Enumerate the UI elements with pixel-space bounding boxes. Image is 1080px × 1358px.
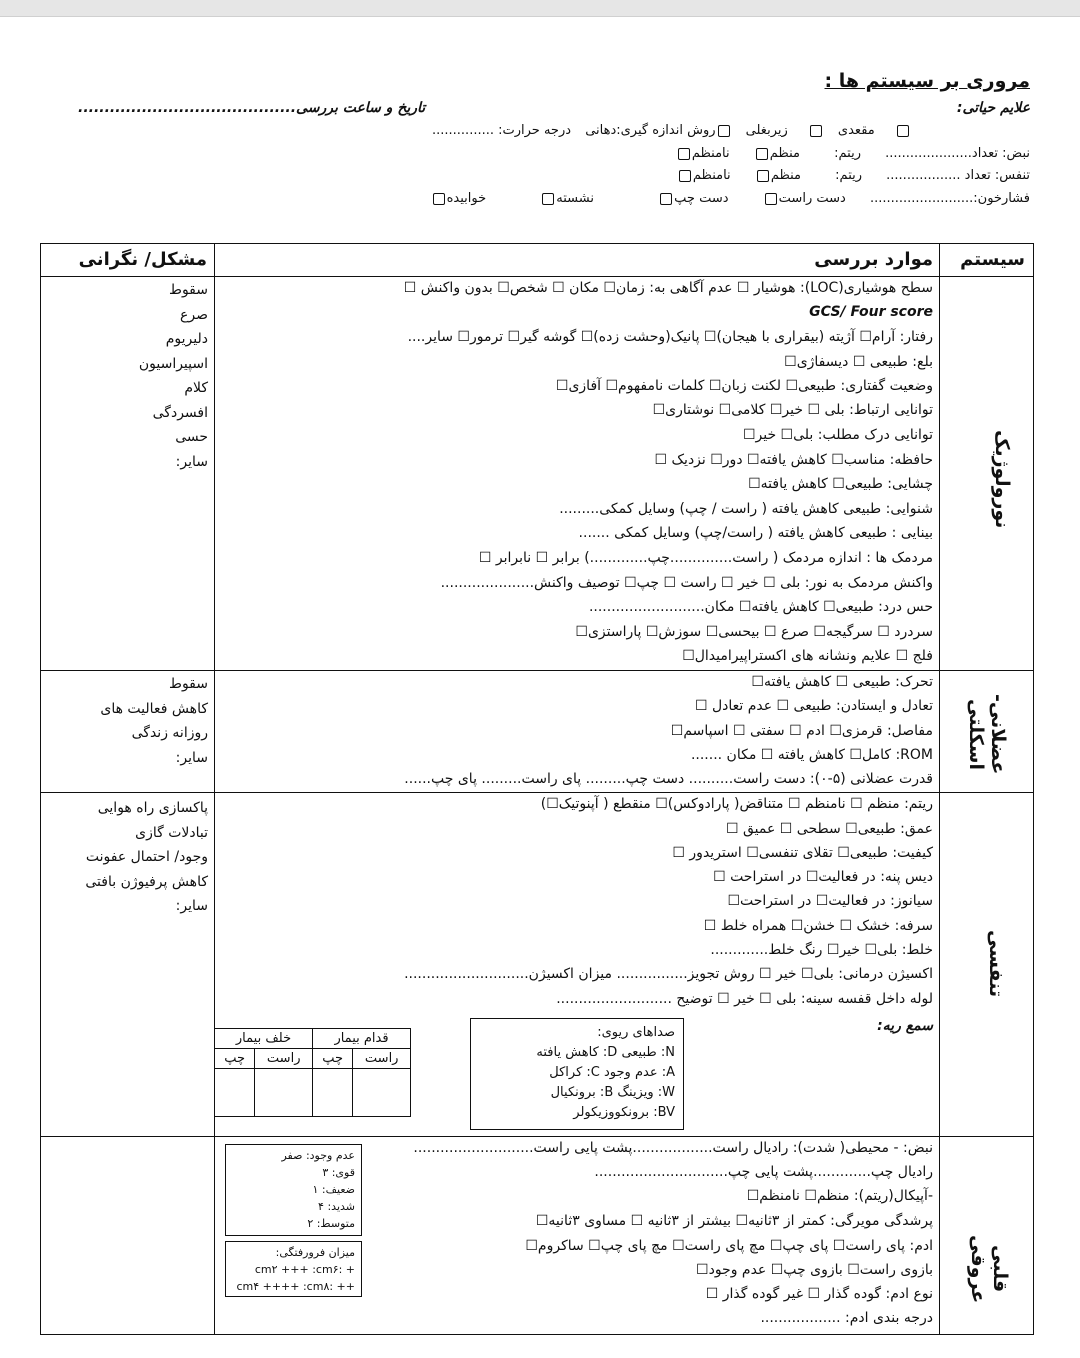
front-right-cell[interactable]: [353, 1069, 411, 1117]
pulse-intensity-legend: عدم وجود: صفر قوی: ۳ ضعیف: ۱ شدید: ۴ متوسط: ۲: [225, 1144, 362, 1236]
header-system: سیستم: [960, 249, 1025, 270]
neuro-line: وضعیت گفتاری: طبیعی☐ لکنت زبان☐ کلمات نامفهوم☐ آفازی☐: [555, 378, 933, 394]
neuro-line: توانایی درک مطلب: بلی☐ خیر☐: [742, 427, 933, 443]
header-problem: مشکل/ نگرانی: [78, 249, 207, 270]
rectal-checkbox[interactable]: [897, 125, 909, 137]
systems-table: [40, 243, 1034, 1335]
neuro-line: چشایی: طبیعی☐ کاهش یافته☐: [748, 476, 933, 492]
musculo-line: تحرک: طبیعی ☐ کاهش یافته☐: [751, 674, 933, 690]
pulse-row: نبض: تعداد..................... ریتم: منظم نامنظم: [676, 146, 1030, 161]
oral-checkbox[interactable]: [718, 125, 730, 137]
resp-line: لوله داخل قفسه سینه: بلی ☐ خیر ☐ توضیح ..........................: [556, 991, 933, 1007]
system-resp: تنفسی: [985, 930, 1007, 998]
neuro-line: سردرد ☐ سرگیجه☐ صرع ☐ بیحسی☐ سوزش☐ پاراستزی☐: [575, 624, 933, 640]
neuro-line: رفتار: آرام☐ آژیته (بیقراری با هیجان)☐ پانیک(وحشت زده)☐ گوشه گیر☐ ترمور☐ سایر....: [407, 329, 933, 345]
resp-line: سیانوز: در فعالیت☐ در استراحت☐: [727, 893, 933, 909]
system-neuro: نورولوژیک: [991, 429, 1013, 529]
lung-sounds-legend: صداهای ریوی: N: طبیعی D: کاهش یافته A: عدم وجود C: کراکل W: ویزینگ B: برونکیال BV: برونکووزیکولر: [470, 1018, 684, 1130]
lung-auscultation-table: قدام بیمار خلف بیمار راست چپ راست چپ: [214, 1028, 411, 1117]
musculo-line: ROM: کامل☐ کاهش یافته ☐ مکان .......: [690, 747, 933, 763]
bp-row: فشارخون:......................... دست راست دست چپ نشسته خوابیده: [431, 191, 1030, 206]
pitting-edema-legend: میزان فرورفتگی: + :cm۲ +++ :cm۶ ++ :cm۴ ++++ :cm۸: [225, 1241, 362, 1297]
neuro-line: بلع: طبیعی ☐ دیسفاژی☐: [784, 354, 933, 370]
musculo-line: قدرت عضلانی (۵-۰): دست راست.......... دست چپ......... پای راست......... پای چپ......: [404, 771, 933, 787]
musculo-problems: سقوط کاهش فعالیت های روزانه زندگی سایر:: [100, 676, 208, 766]
resp-line: کیفیت: طبیعی☐ تقلای تنفسی☐ استریدور ☐: [672, 845, 933, 861]
resp-line: سرفه: خشک ☐ خشن☐ همراه خلط ☐: [703, 918, 933, 934]
neuro-line: فلج ☐ علایم ونشانه های اکستراپیرامیدال☐: [682, 648, 933, 664]
cardio-line: رادیال چپ.............پشت پایی چپ..............................: [594, 1164, 933, 1180]
header-items: موارد بررسی: [814, 249, 933, 270]
neuro-problems: سقوط صرع دلیریوم اسپیراسیون کلام افسردگی حسی سایر:: [138, 282, 208, 470]
back-left-cell[interactable]: [215, 1069, 255, 1117]
pulse-regular-checkbox[interactable]: [756, 148, 768, 160]
bp-sitting-checkbox[interactable]: [542, 193, 554, 205]
cardio-line: نبض: - محیطی( شدت): رادیال راست..................پشت پایی راست...........................: [413, 1140, 933, 1156]
datetime-label: تاریخ و ساعت بررسی.........................................: [78, 100, 426, 116]
bp-left-arm-checkbox[interactable]: [660, 193, 672, 205]
cardio-line: درجه بندی ادم: ..................: [760, 1310, 933, 1326]
system-musculo: عضلانی- اسکلتی: [965, 693, 1009, 775]
bp-lying-checkbox[interactable]: [433, 193, 445, 205]
resp-line: اکسیژن درمانی: بلی☐ خیر ☐ روش تجویز................ میزان اکسیژن............................: [404, 966, 933, 982]
cardio-line: نوع ادم: گوده گذار ☐ غیر گوده گذار ☐: [705, 1286, 933, 1302]
neuro-line: توانایی ارتباط: بلی ☐ خیر☐ کلامی☐ نوشتاری☐: [652, 402, 933, 418]
back-right-cell[interactable]: [255, 1069, 313, 1117]
resp-line: ریتم: منظم ☐ نامنظم ☐ متناقض( پارادوکس)☐ منقطع ( آپنوتیک☐): [540, 796, 933, 812]
vitals-label: علایم حیاتی:: [956, 100, 1030, 116]
neuro-line: واکنش مردمک به نور: بلی ☐ خیر ☐ راست ☐ چپ☐ توصیف واکنش.....................: [440, 575, 933, 591]
neuro-line: سطح هوشیاری(LOC): هوشیار ☐ عدم آگاهی به: زمان☐ مکان ☐ شخص☐ بدون واکنش ☐: [403, 280, 933, 296]
neuro-line: مردمک ها : اندازه مردمک ( راست..............چپ.............) برابر ☐ نابرابر ☐: [478, 550, 933, 566]
resp-line: سمع ریه:: [877, 1018, 933, 1034]
neuro-line: حافظه: مناسب☐ کاهش یافته☐ دور☐ نزدیک ☐: [654, 452, 933, 468]
axillary-checkbox[interactable]: [810, 125, 822, 137]
cardio-line: بازوی راست☐ بازوی چپ☐ عدم وجود☐: [696, 1262, 933, 1278]
neuro-line: بینایی : طبیعی کاهش یافته ( راست/چپ) وسایل کمکی .......: [578, 525, 933, 541]
resp-line: عمق: طبیعی☐ سطحی ☐ عمیق ☐: [725, 821, 933, 837]
neuro-line: حس درد: طبیعی☐ کاهش یافته☐ مکان..........................: [588, 599, 933, 615]
temp-row: درجه حرارت: ............... روش اندازه گیری:دهانی زیربغلی مقعدی: [410, 123, 1030, 138]
front-left-cell[interactable]: [313, 1069, 353, 1117]
resp-row: تنفس: تعداد .................. ریتم: منظم نامنظم: [677, 168, 1030, 183]
resp-line: دیس پنه: در فعالیت☐ در استراحت ☐: [713, 869, 933, 885]
resp-line: خلط: بلی☐ خیر☐ رنگ خلط.............: [710, 942, 933, 958]
cardio-line: ادم: پای راست☐ پای چپ☐ مچ پای راست☐ مچ پای چپ☐ ساکروم☐: [525, 1238, 933, 1254]
musculo-line: تعادل و ایستادن: طبیعی ☐ عدم تعادل ☐: [694, 698, 933, 714]
neuro-line: شنوایی: طبیعی کاهش یافته ( راست / چپ) وسایل کمکی.........: [559, 501, 933, 517]
system-cardio: قلبی عروقی: [967, 1234, 1011, 1304]
browser-top-bar: [0, 0, 1080, 17]
page-title: مروری بر سیستم ها :: [824, 70, 1030, 92]
cardio-line: پرشدگی مویرگی: کمتر از ۳ثانیه☐ بیشتر از ۳ثانیه ☐ مساوی ۳ثانیه☐: [535, 1213, 933, 1229]
pulse-irregular-checkbox[interactable]: [678, 148, 690, 160]
musculo-line: مفاصل: قرمزی☐ ادم ☐ سفتی ☐ اسپاسم☐: [670, 723, 933, 739]
resp-regular-checkbox[interactable]: [757, 170, 769, 182]
neuro-line: GCS/ Four score: [809, 304, 933, 320]
cardio-line: -آپیکال(ریتم): منظم☐ نامنظم☐: [746, 1188, 933, 1204]
bp-right-arm-checkbox[interactable]: [765, 193, 777, 205]
resp-irregular-checkbox[interactable]: [679, 170, 691, 182]
resp-problems: پاکسازی راه هوایی تبادلات گازی وجود/ احتمال عفونت کاهش پرفیوژن بافتی سایر:: [85, 800, 208, 914]
